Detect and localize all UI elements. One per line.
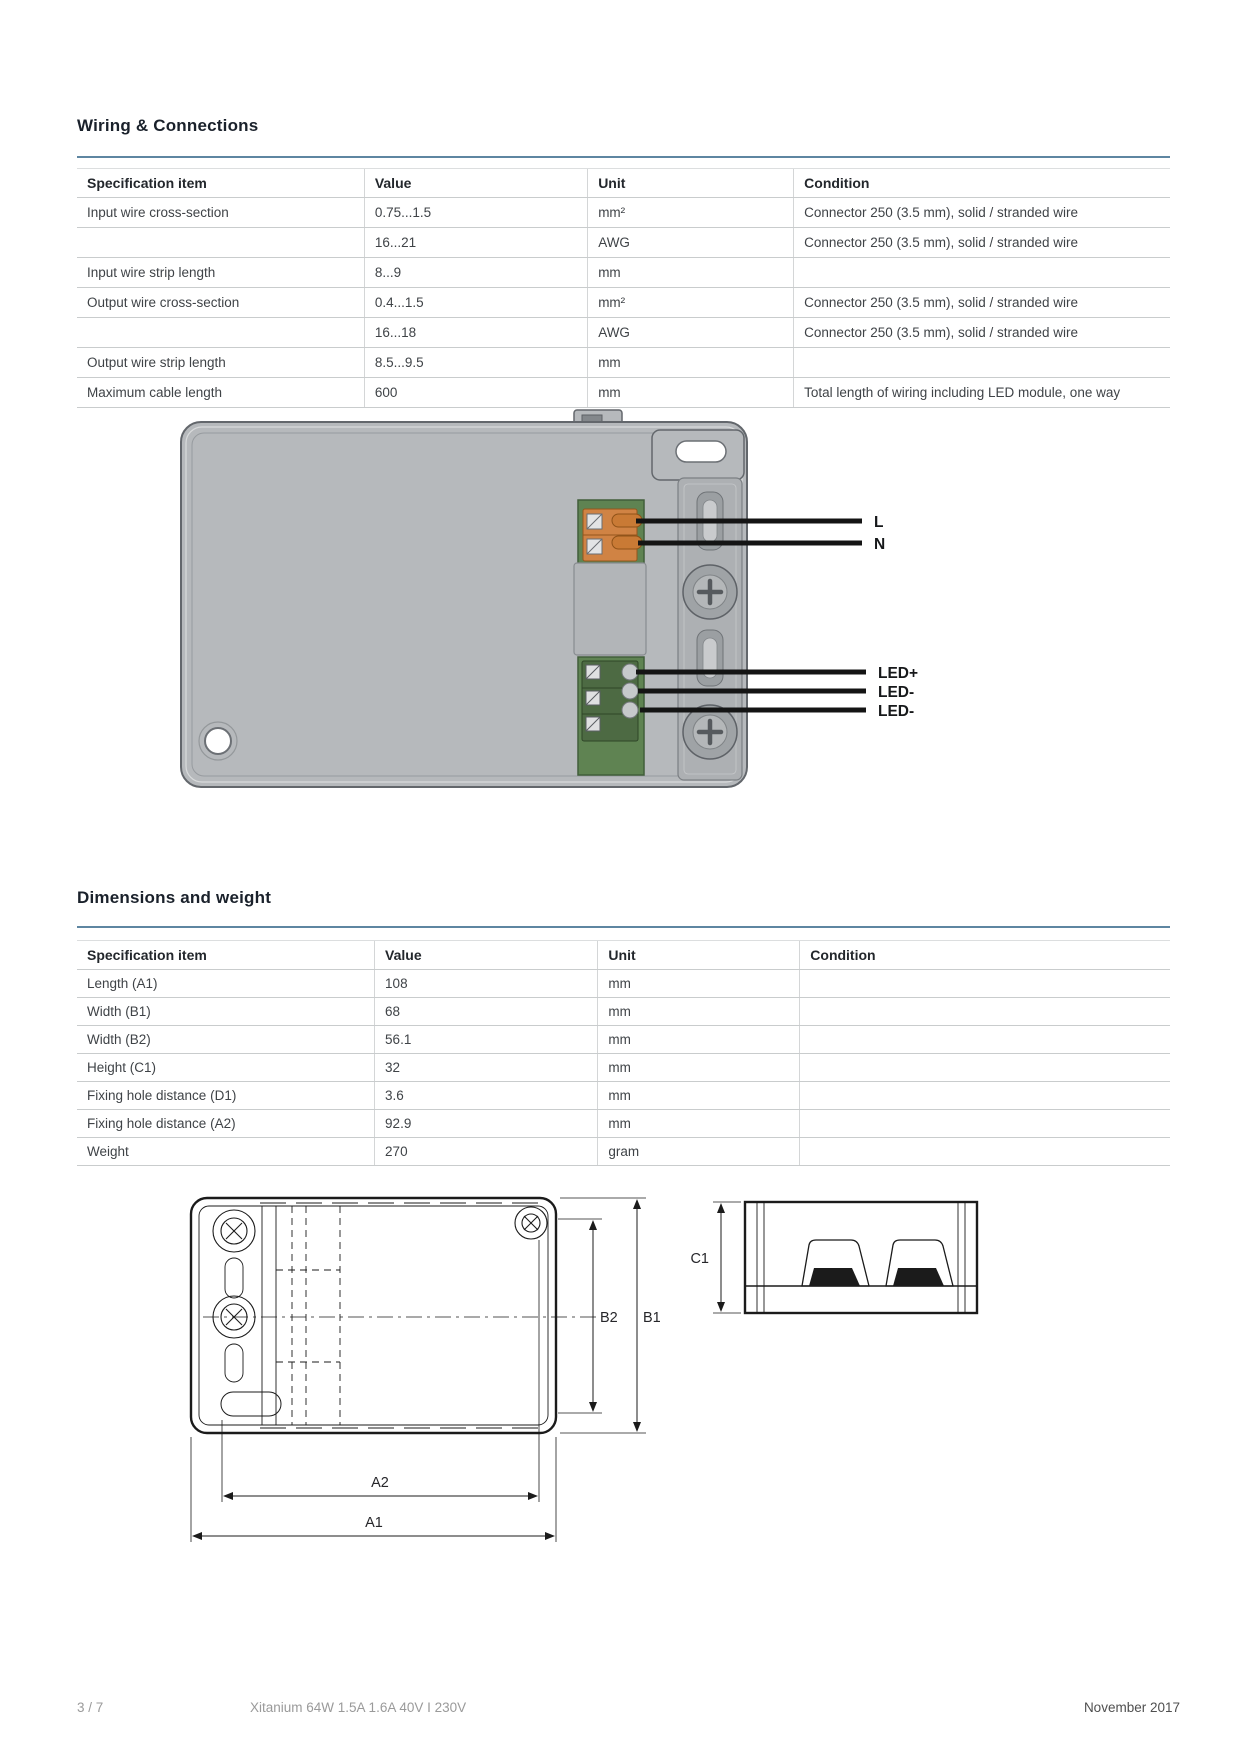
table-cell: 8...9: [364, 258, 587, 288]
column-header: Specification item: [77, 941, 375, 970]
table-cell: Maximum cable length: [77, 378, 364, 408]
table-cell: 92.9: [375, 1110, 598, 1138]
b2-label: B2: [600, 1310, 618, 1326]
table-row: [77, 998, 1170, 1026]
header-row: [77, 169, 1170, 198]
b1-label: B1: [643, 1310, 661, 1326]
c1-label: C1: [690, 1251, 709, 1267]
table-cell: Connector 250 (3.5 mm), solid / stranded wire: [794, 228, 1170, 258]
table-cell: Weight: [77, 1138, 375, 1166]
table-cell: mm: [598, 1082, 800, 1110]
table-cell: [794, 348, 1170, 378]
table-cell: Fixing hole distance (A2): [77, 1110, 375, 1138]
mounting-ear: [652, 430, 744, 480]
table-cell: Connector 250 (3.5 mm), solid / stranded wire: [794, 198, 1170, 228]
table-row: [77, 1138, 1170, 1166]
table-cell: mm: [588, 378, 794, 408]
table-cell: [800, 1026, 1170, 1054]
table-cell: mm: [588, 258, 794, 288]
table-cell: mm²: [588, 288, 794, 318]
dimensions-table: [77, 940, 1170, 1166]
table-cell: Connector 250 (3.5 mm), solid / stranded wire: [794, 288, 1170, 318]
table-cell: mm: [598, 1026, 800, 1054]
column-header: Condition: [800, 941, 1170, 970]
table-cell: [77, 228, 364, 258]
terminal-cover: [574, 563, 646, 655]
table-cell: Total length of wiring including LED module, one way: [794, 378, 1170, 408]
table-cell: [800, 1054, 1170, 1082]
table-row: [77, 288, 1170, 318]
table-row: [77, 348, 1170, 378]
table-cell: Width (B2): [77, 1026, 375, 1054]
table-cell: mm: [588, 348, 794, 378]
column-header: Condition: [794, 169, 1170, 198]
footer-product-name: Xitanium 64W 1.5A 1.6A 40V I 230V: [250, 1700, 467, 1715]
table-cell: Output wire cross-section: [77, 288, 364, 318]
oval-mounting-slot: [676, 441, 726, 462]
line-wire-label: L: [874, 514, 884, 531]
table-cell: mm: [598, 998, 800, 1026]
column-header: Unit: [598, 941, 800, 970]
table-cell: Length (A1): [77, 970, 375, 998]
a1-label: A1: [365, 1515, 383, 1531]
table-cell: 600: [364, 378, 587, 408]
table-cell: Height (C1): [77, 1054, 375, 1082]
table-cell: 0.4...1.5: [364, 288, 587, 318]
table-cell: mm: [598, 970, 800, 998]
table-cell: Input wire strip length: [77, 258, 364, 288]
top-view-outline: [191, 1198, 556, 1433]
column-header: Unit: [588, 169, 794, 198]
table-cell: [800, 1138, 1170, 1166]
header-row: [77, 941, 1170, 970]
table-row: [77, 258, 1170, 288]
side-view-outline: [745, 1202, 977, 1313]
wiring-section-title: Wiring & Connections: [77, 116, 259, 135]
table-row: [77, 1110, 1170, 1138]
table-cell: [77, 318, 364, 348]
table-cell: [794, 258, 1170, 288]
table-cell: 8.5...9.5: [364, 348, 587, 378]
table-row: [77, 1082, 1170, 1110]
phillips-screw: [683, 565, 737, 619]
table-row: [77, 1054, 1170, 1082]
output-terminal-block: [578, 657, 644, 775]
column-header: Specification item: [77, 169, 364, 198]
table-cell: 32: [375, 1054, 598, 1082]
footer-page-number: 3 / 7: [77, 1700, 104, 1715]
table-cell: 3.6: [375, 1082, 598, 1110]
table-cell: 108: [375, 970, 598, 998]
table-cell: [800, 1082, 1170, 1110]
table-cell: [800, 1110, 1170, 1138]
table-cell: 68: [375, 998, 598, 1026]
table-cell: gram: [598, 1138, 800, 1166]
table-cell: [800, 970, 1170, 998]
led-minus-label: LED-: [878, 703, 915, 720]
driver-wiring-diagram: [160, 408, 950, 800]
table-cell: 16...21: [364, 228, 587, 258]
table-row: [77, 318, 1170, 348]
column-header: Value: [375, 941, 598, 970]
column-header: Value: [364, 169, 587, 198]
wiring-table: [77, 168, 1170, 408]
footer-date: November 2017: [1083, 1700, 1180, 1715]
led-plus-label: LED+: [878, 665, 919, 682]
table-cell: 0.75...1.5: [364, 198, 587, 228]
table-cell: Output wire strip length: [77, 348, 364, 378]
table-cell: AWG: [588, 318, 794, 348]
table-row: [77, 198, 1170, 228]
dimension-drawing: [140, 1185, 1050, 1560]
table-cell: mm: [598, 1054, 800, 1082]
table-cell: 16...18: [364, 318, 587, 348]
table-row: [77, 228, 1170, 258]
a2-label: A2: [371, 1475, 389, 1491]
table-cell: AWG: [588, 228, 794, 258]
table-cell: Input wire cross-section: [77, 198, 364, 228]
table-cell: Width (B1): [77, 998, 375, 1026]
dim-b2: [558, 1219, 602, 1413]
table-cell: 56.1: [375, 1026, 598, 1054]
dimensions-section-title: Dimensions and weight: [77, 888, 272, 907]
table-cell: Connector 250 (3.5 mm), solid / stranded wire: [794, 318, 1170, 348]
table-cell: mm: [598, 1110, 800, 1138]
dim-c1: [713, 1202, 741, 1313]
table-row: [77, 378, 1170, 408]
neutral-wire-label: N: [874, 536, 886, 553]
table-row: [77, 1026, 1170, 1054]
table-cell: [800, 998, 1170, 1026]
led-minus-label: LED-: [878, 684, 915, 701]
table-cell: 270: [375, 1138, 598, 1166]
table-row: [77, 970, 1170, 998]
dimensions-section-rule: [77, 926, 1170, 928]
phillips-screw: [683, 705, 737, 759]
table-cell: Fixing hole distance (D1): [77, 1082, 375, 1110]
wiring-section-rule: [77, 156, 1170, 158]
mounting-hole: [199, 722, 237, 760]
table-cell: mm²: [588, 198, 794, 228]
